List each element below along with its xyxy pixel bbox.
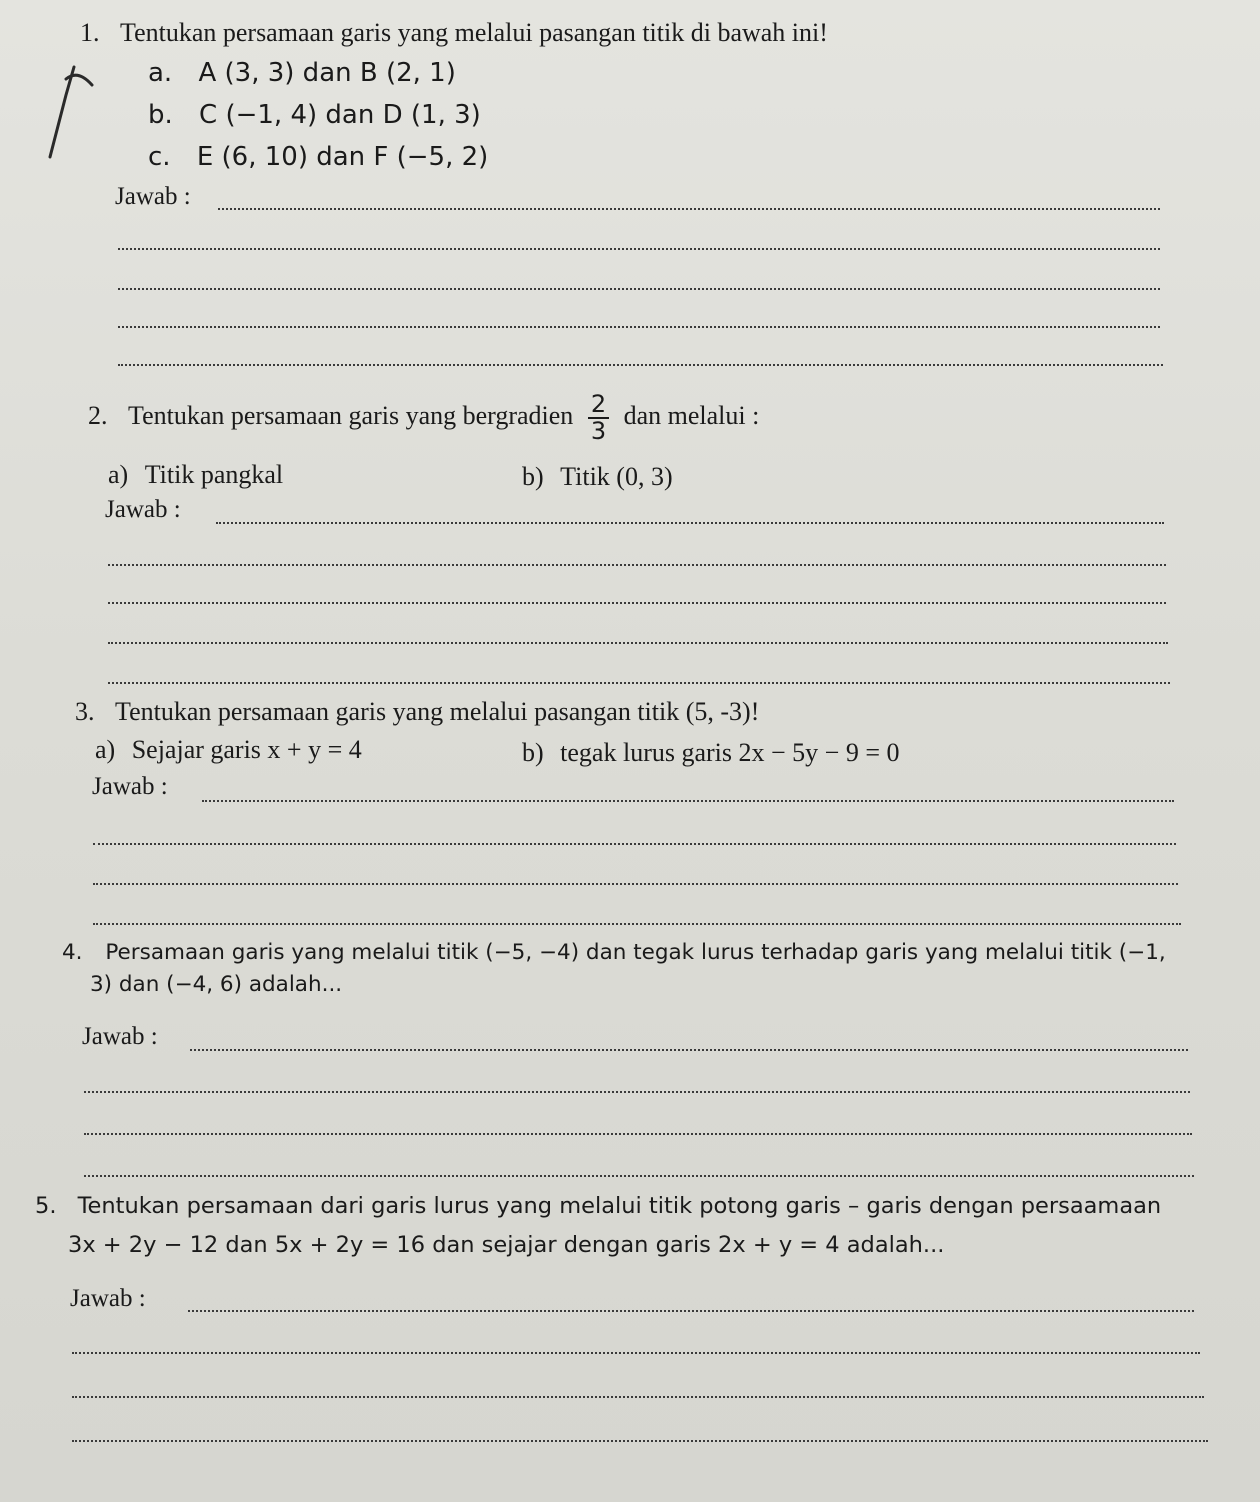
question-4-number: 4. bbox=[62, 940, 83, 965]
question-5-number: 5. bbox=[35, 1193, 57, 1219]
answer-line[interactable] bbox=[108, 682, 1170, 684]
answer-line[interactable] bbox=[84, 1175, 1194, 1177]
question-2-option-a: a) Titik pangkal bbox=[108, 460, 284, 489]
answer-line[interactable] bbox=[202, 800, 1174, 802]
question-3-option-b: b) tegak lurus garis 2x − 5y − 9 = 0 bbox=[522, 738, 900, 767]
question-4-answer-label: Jawab : bbox=[82, 1023, 158, 1050]
answer-line[interactable] bbox=[118, 288, 1160, 290]
question-3: 3. Tentukan persamaan garis yang melalui pasangan titik (5, -3)! bbox=[75, 697, 760, 726]
question-2-option-b: b) Titik (0, 3) bbox=[522, 462, 673, 491]
question-1-number: 1. bbox=[80, 18, 100, 47]
answer-line[interactable] bbox=[108, 602, 1166, 604]
answer-line[interactable] bbox=[118, 364, 1163, 366]
answer-line[interactable] bbox=[93, 843, 1176, 845]
answer-line[interactable] bbox=[93, 923, 1181, 925]
answer-line[interactable] bbox=[72, 1352, 1200, 1354]
handwritten-pen-mark bbox=[40, 55, 100, 165]
answer-line[interactable] bbox=[108, 564, 1166, 566]
gradient-fraction: $\frac{2}{3}$ bbox=[588, 392, 609, 444]
answer-line[interactable] bbox=[118, 248, 1160, 250]
question-5-answer-label: Jawab : bbox=[70, 1285, 146, 1312]
question-1-answer-label: Jawab : bbox=[115, 183, 191, 210]
question-1-option-b: b. C (−1, 4) dan D (1, 3) bbox=[148, 100, 481, 130]
answer-line[interactable] bbox=[72, 1440, 1208, 1442]
answer-line[interactable] bbox=[188, 1310, 1194, 1312]
question-1-text: Tentukan persamaan garis yang melalui pasangan titik di bawah ini! bbox=[120, 18, 828, 47]
answer-line[interactable] bbox=[84, 1091, 1190, 1093]
question-3-option-a: a) Sejajar garis x + y = 4 bbox=[95, 735, 362, 764]
question-4: 4. Persamaan garis yang melalui titik (−5, −4) dan tegak lurus terhadap garis yang melalui titik (−1, bbox=[62, 940, 1166, 965]
question-2-number: 2. bbox=[88, 401, 108, 430]
answer-line[interactable] bbox=[84, 1133, 1192, 1135]
answer-line[interactable] bbox=[218, 208, 1160, 210]
answer-line[interactable] bbox=[216, 522, 1164, 524]
answer-line[interactable] bbox=[72, 1396, 1204, 1398]
question-3-number: 3. bbox=[75, 697, 95, 726]
question-1-option-a: a. A (3, 3) dan B (2, 1) bbox=[148, 58, 456, 88]
question-2: 2. Tentukan persamaan garis yang bergradien $\frac{2}{3}$ dan melalui : bbox=[88, 389, 760, 446]
question-3-answer-label: Jawab : bbox=[92, 773, 168, 800]
answer-line[interactable] bbox=[108, 642, 1168, 644]
question-2-answer-label: Jawab : bbox=[105, 496, 181, 523]
question-1 bbox=[80, 18, 828, 48]
question-5: 5. Tentukan persamaan dari garis lurus yang melalui titik potong garis – garis dengan persaamaan bbox=[35, 1193, 1162, 1219]
answer-line[interactable] bbox=[118, 326, 1160, 328]
answer-line[interactable] bbox=[190, 1049, 1188, 1051]
question-4-line-2: 3) dan (−4, 6) adalah... bbox=[90, 972, 343, 997]
question-5-line-2: 3x + 2y − 12 dan 5x + 2y = 16 dan sejajar dengan garis 2x + y = 4 adalah... bbox=[68, 1232, 945, 1258]
question-1-option-c: c. E (6, 10) dan F (−5, 2) bbox=[148, 142, 489, 172]
answer-line[interactable] bbox=[93, 883, 1178, 885]
